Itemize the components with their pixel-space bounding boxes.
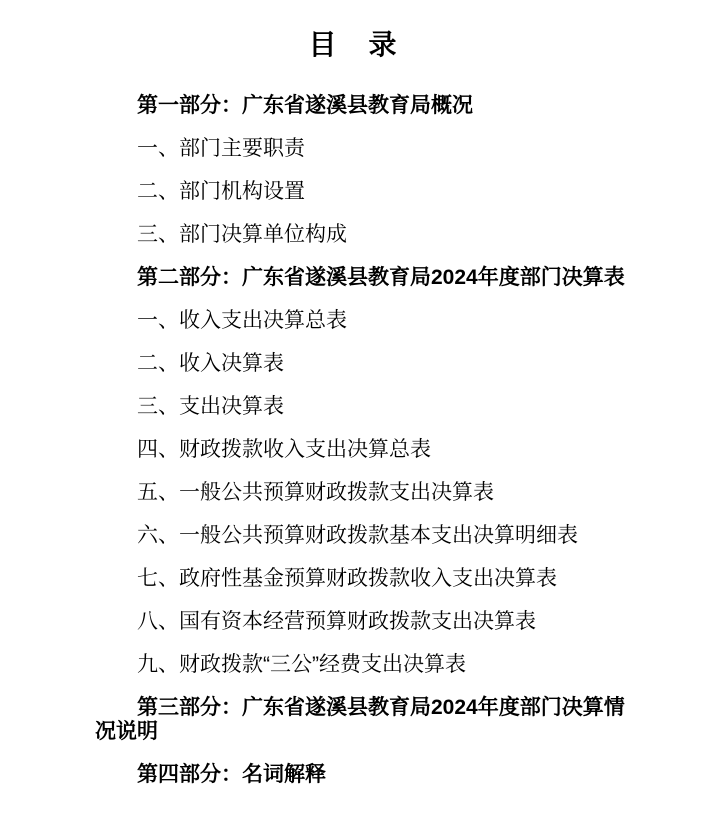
toc-list xyxy=(0,94,707,787)
toc-item: 二、收入决算表 xyxy=(137,352,284,375)
toc-item: 第四部分：名词解释 xyxy=(137,763,326,786)
toc-item: 五、一般公共预算财政拨款支出决算表 xyxy=(137,481,494,504)
toc-item: 三、部门决算单位构成 xyxy=(137,223,347,246)
toc-item: 六、一般公共预算财政拨款基本支出决算明细表 xyxy=(137,524,578,547)
toc-item: 八、国有资本经营预算财政拨款支出决算表 xyxy=(137,610,536,633)
toc-item: 四、财政拨款收入支出决算总表 xyxy=(137,438,431,461)
toc-item: 一、部门主要职责 xyxy=(137,137,305,160)
toc-item: 二、部门机构设置 xyxy=(137,180,305,203)
toc-item: 第二部分：广东省遂溪县教育局2024年度部门决算表 xyxy=(137,266,625,289)
page-title: 目 录 xyxy=(308,29,399,60)
toc-item: 第一部分：广东省遂溪县教育局概况 xyxy=(137,94,473,117)
toc-item: 第三部分：广东省遂溪县教育局2024年度部门决算情况说明 xyxy=(95,696,625,743)
toc-item: 九、财政拨款“三公”经费支出决算表 xyxy=(137,653,466,676)
toc-item: 一、收入支出决算总表 xyxy=(137,309,347,332)
toc-item: 三、支出决算表 xyxy=(137,395,284,418)
toc-item: 七、政府性基金预算财政拨款收入支出决算表 xyxy=(137,567,557,590)
